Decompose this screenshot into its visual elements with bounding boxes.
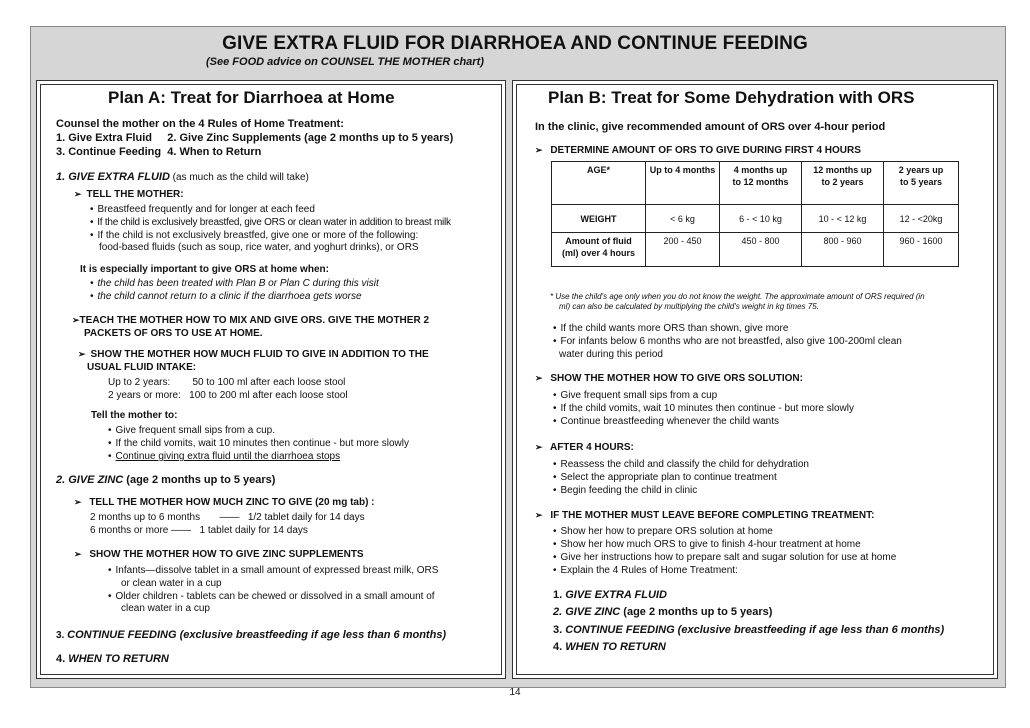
rule-number: 3.	[553, 624, 566, 636]
plan-a-intro: Counsel the mother on the 4 Rules of Home Treatment:	[56, 118, 344, 130]
arrow-icon: ➢	[535, 510, 543, 520]
arrow-icon: ➢	[535, 373, 543, 383]
rule-number: 2.	[553, 606, 566, 618]
arrow-icon: ➢	[74, 549, 82, 559]
section-4-number: 4.	[56, 653, 69, 665]
tell-mother-label: TELL THE MOTHER:	[86, 189, 184, 200]
table-cell: 960 - 1600	[884, 233, 959, 267]
arrow-icon: ➢	[74, 497, 82, 507]
table-cell: 12 - <20kg	[884, 205, 959, 233]
show-ors-heading	[535, 372, 803, 385]
list-item: • Reassess the child and classify the child for dehydration	[553, 458, 809, 471]
page-title: GIVE EXTRA FLUID FOR DIARRHOEA AND CONTINUE FEEDING	[222, 33, 808, 54]
teach-heading	[72, 314, 429, 327]
rule-label: GIVE ZINC	[565, 606, 621, 618]
rule-note: (age 2 months up to 5 years)	[620, 606, 773, 618]
teach-line-2: PACKETS OF ORS TO USE AT HOME.	[84, 328, 263, 339]
table-row	[552, 233, 959, 267]
zinc-dose-2: 6 months or more —— 1 tablet daily for 14 days	[90, 525, 308, 536]
section-1-title	[56, 171, 309, 184]
table-cell: 2 years up to 5 years	[884, 162, 959, 205]
table-cell: 12 months up to 2 years	[802, 162, 884, 205]
fluid-amount-2: 2 years or more: 100 to 200 ml after each loose stool	[108, 390, 348, 401]
list-item: • For infants below 6 months who are not breastfed, also give 100-200ml clean	[553, 335, 902, 348]
list-item: • Begin feeding the child in clinic	[553, 484, 697, 497]
rule-1	[553, 589, 667, 602]
list-item: • Give her instructions how to prepare salt and sugar solution for use at home	[553, 551, 896, 564]
list-item-continued: or clean water in a cup	[121, 578, 222, 589]
rule-number: 4.	[553, 641, 566, 653]
page-subtitle: (See FOOD advice on COUNSEL THE MOTHER chart)	[206, 56, 484, 68]
rule-label: WHEN TO RETURN	[565, 641, 666, 653]
section-2-label: 2. GIVE ZINC	[56, 474, 124, 486]
list-item: • Continue breastfeeding whenever the child wants	[553, 415, 779, 428]
teach-line-1: TEACH THE MOTHER HOW TO MIX AND GIVE ORS. GIVE THE MOTHER 2	[79, 315, 430, 326]
table-cell: Amount of fluid (ml) over 4 hours	[552, 233, 646, 267]
section-3-number: 3.	[56, 630, 68, 641]
list-item: • Select the appropriate plan to continue treatment	[553, 471, 777, 484]
list-item: • If the child vomits, wait 10 minutes then continue - but more slowly	[108, 437, 409, 450]
section-1-note: (as much as the child will take)	[169, 172, 309, 183]
table-footnote-1: * Use the child's age only when you do not know the weight. The approximate amount of ORS required (in	[550, 292, 925, 301]
list-item: • Breastfeed frequently and for longer at each feed	[90, 203, 315, 216]
rule-3	[553, 624, 944, 637]
determine-heading	[535, 144, 861, 157]
list-item: • If the child is not exclusively breastfed, give one or more of the following:	[90, 229, 418, 242]
list-item-continued: food-based fluids (such as soup, rice water, and yoghurt drinks), or ORS	[99, 242, 419, 253]
show-fluid-line-1: SHOW THE MOTHER HOW MUCH FLUID TO GIVE IN ADDITION TO THE	[90, 349, 429, 360]
show-ors-label: SHOW THE MOTHER HOW TO GIVE ORS SOLUTION:	[550, 373, 803, 384]
rule-number: 1.	[553, 589, 566, 601]
zinc-tell-heading	[74, 496, 375, 509]
table-row	[552, 205, 959, 233]
important-heading: It is especially important to give ORS at home when:	[80, 264, 329, 275]
table-cell: Up to 4 months	[646, 162, 720, 205]
list-item: • the child has been treated with Plan B or Plan C during this visit	[90, 277, 379, 290]
list-item-continued: clean water in a cup	[121, 603, 210, 614]
list-item: • Infants—dissolve tablet in a small amount of expressed breast milk, ORS	[108, 564, 438, 577]
tell-to-heading: Tell the mother to:	[91, 410, 178, 421]
zinc-show-heading	[74, 548, 364, 561]
section-3-title	[56, 629, 446, 642]
list-item-text: Continue giving extra fluid until the diarrhoea stops	[115, 451, 341, 462]
fluid-amount-1: Up to 2 years: 50 to 100 ml after each loose stool	[108, 377, 346, 388]
table-cell: 10 - < 12 kg	[802, 205, 884, 233]
list-item-continued: water during this period	[559, 349, 663, 360]
after-heading	[535, 441, 634, 454]
arrow-icon: ➢	[74, 189, 82, 199]
show-fluid-line-2: USUAL FLUID INTAKE:	[87, 362, 197, 373]
rule-label: CONTINUE FEEDING (exclusive breastfeeding if age less than 6 months)	[565, 624, 945, 636]
rule-label: GIVE EXTRA FLUID	[565, 589, 667, 601]
section-3-label: CONTINUE FEEDING (exclusive breastfeeding if age less than 6 months)	[67, 629, 447, 641]
rule-4	[553, 641, 666, 654]
arrow-icon: ➢	[535, 145, 543, 155]
table-footnote-2: ml) can also be calculated by multiplying the child's weight in kg times 75.	[559, 302, 819, 311]
rule-2	[553, 606, 772, 619]
list-item: • Older children - tablets can be chewed or dissolved in a small amount of	[108, 590, 435, 603]
list-item: • Give frequent small sips from a cup.	[108, 424, 275, 437]
plan-a-rules-1: 1. Give Extra Fluid 2. Give Zinc Supplements (age 2 months up to 5 years)	[56, 132, 454, 144]
leave-label: IF THE MOTHER MUST LEAVE BEFORE COMPLETING TREATMENT:	[550, 510, 875, 521]
ors-table	[551, 161, 959, 267]
section-2-title	[56, 474, 275, 487]
list-item: • the child cannot return to a clinic if the diarrhoea gets worse	[90, 290, 362, 303]
plan-b-intro: In the clinic, give recommended amount of ORS over 4-hour period	[535, 121, 886, 133]
leave-heading	[535, 509, 874, 522]
list-item	[108, 450, 340, 463]
zinc-show-label: SHOW THE MOTHER HOW TO GIVE ZINC SUPPLEMENTS	[89, 549, 364, 560]
list-item: • Show her how much ORS to give to finish 4-hour treatment at home	[553, 538, 861, 551]
table-cell: 200 - 450	[646, 233, 720, 267]
plan-b-heading: Plan B: Treat for Some Dehydration with ORS	[548, 88, 915, 107]
table-cell: 800 - 960	[802, 233, 884, 267]
table-cell: AGE*	[552, 162, 646, 205]
table-cell: 450 - 800	[720, 233, 802, 267]
table-cell: 4 months up to 12 months	[720, 162, 802, 205]
table-cell: 6 - < 10 kg	[720, 205, 802, 233]
table-row	[552, 162, 959, 205]
list-item: • Give frequent small sips from a cup	[553, 389, 717, 402]
page-number: 14	[509, 687, 521, 698]
plan-a-rules-2: 3. Continue Feeding 4. When to Return	[56, 146, 262, 158]
list-item: • If the child is exclusively breastfed, give ORS or clean water in addition to breast milk	[90, 216, 451, 229]
zinc-dose-1: 2 months up to 6 months —— 1/2 tablet daily for 14 days	[90, 512, 365, 523]
section-4-title	[56, 653, 169, 666]
list-item: • If the child wants more ORS than shown, give more	[553, 322, 788, 335]
arrow-icon: ➢	[78, 349, 86, 359]
tell-mother-heading	[74, 188, 184, 201]
plan-a-heading: Plan A: Treat for Diarrhoea at Home	[108, 88, 395, 107]
zinc-tell-label: TELL THE MOTHER HOW MUCH ZINC TO GIVE (20 mg tab) :	[89, 497, 375, 508]
list-item: • Show her how to prepare ORS solution at home	[553, 525, 773, 538]
section-4-label: WHEN TO RETURN	[68, 653, 169, 665]
list-item: • If the child vomits, wait 10 minutes then continue - but more slowly	[553, 402, 854, 415]
table-cell: < 6 kg	[646, 205, 720, 233]
arrow-icon: ➢	[72, 315, 80, 325]
show-fluid-heading	[78, 348, 429, 361]
section-1-label: 1. GIVE EXTRA FLUID	[56, 171, 170, 183]
arrow-icon: ➢	[535, 442, 543, 452]
determine-label: DETERMINE AMOUNT OF ORS TO GIVE DURING FIRST 4 HOURS	[550, 145, 861, 156]
table-cell: WEIGHT	[552, 205, 646, 233]
after-label: AFTER 4 HOURS:	[549, 442, 634, 453]
list-item: • Explain the 4 Rules of Home Treatment:	[553, 564, 738, 577]
section-2-note: (age 2 months up to 5 years)	[123, 474, 276, 486]
